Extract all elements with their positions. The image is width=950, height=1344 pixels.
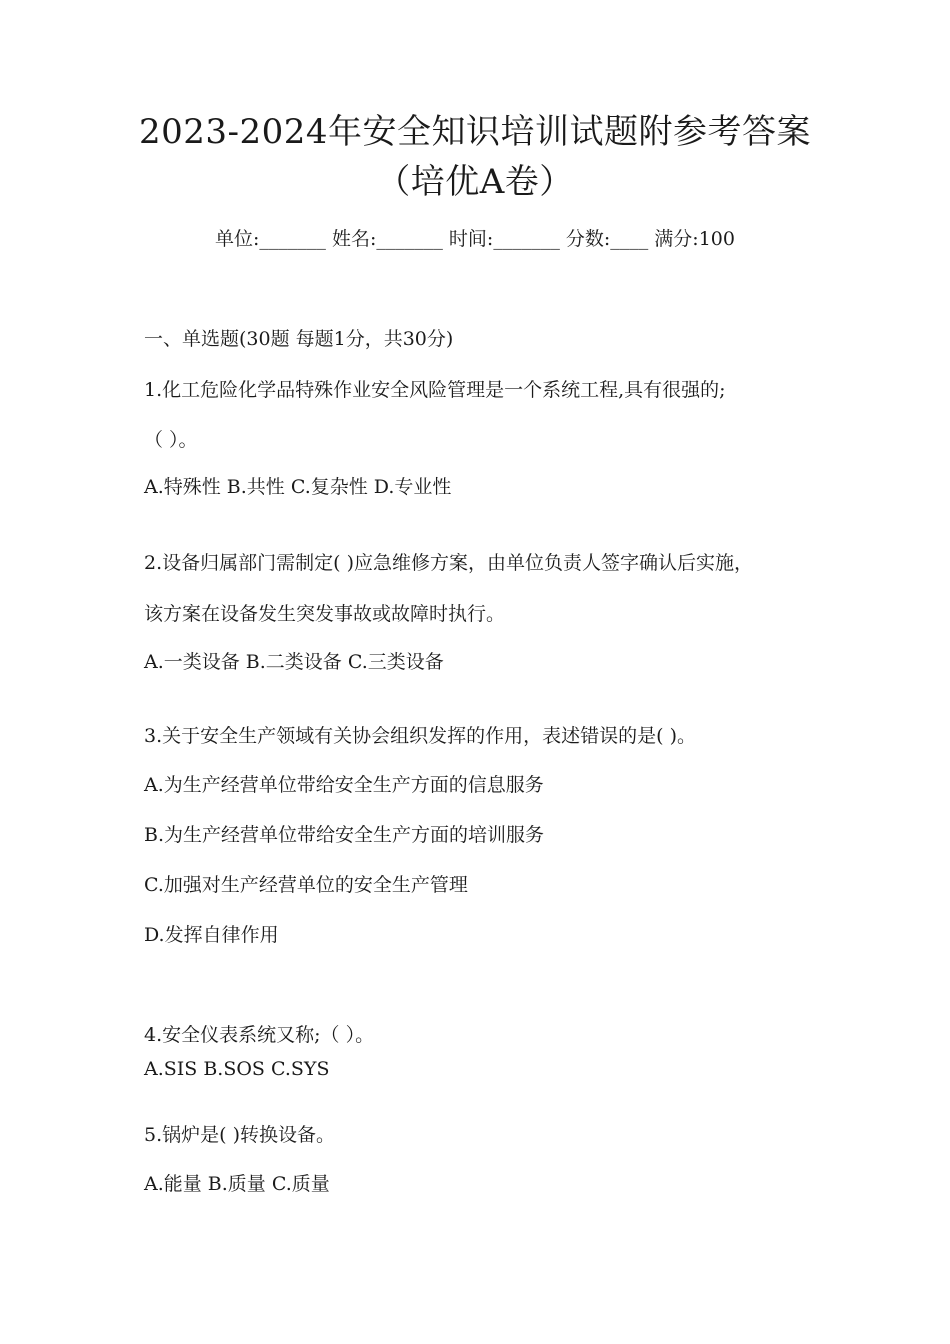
question-4-options: A.SIS B.SOS C.SYS bbox=[144, 1058, 330, 1080]
section-heading: 一、单选题(30题 每题1分，共30分) bbox=[144, 328, 454, 350]
question-5-options: A.能量 B.质量 C.质量 bbox=[144, 1173, 330, 1195]
question-1-options: A.特殊性 B.共性 C.复杂性 D.专业性 bbox=[144, 476, 452, 498]
question-1-stem-line2: （ ）。 bbox=[144, 429, 198, 451]
exam-info-line: 单位:_______ 姓名:_______ 时间:_______ 分数:____ 满分:100 bbox=[215, 228, 735, 250]
question-2-options: A.一类设备 B.二类设备 C.三类设备 bbox=[144, 651, 444, 673]
question-4-stem: 4.安全仪表系统又称;（ ）。 bbox=[144, 1024, 375, 1046]
question-3-option-c: C.加强对生产经营单位的安全生产管理 bbox=[144, 874, 468, 896]
document-title-line2: （培优A卷） bbox=[376, 162, 574, 202]
document-title-line1: 2023-2024年安全知识培训试题附参考答案 bbox=[138, 112, 812, 152]
question-3-option-b: B.为生产经营单位带给安全生产方面的培训服务 bbox=[144, 824, 545, 846]
question-2-stem-line1: 2.设备归属部门需制定( )应急维修方案，由单位负责人签字确认后实施， bbox=[144, 552, 753, 574]
question-3-option-a: A.为生产经营单位带给安全生产方面的信息服务 bbox=[144, 774, 544, 796]
question-3-stem: 3.关于安全生产领域有关协会组织发挥的作用，表述错误的是( )。 bbox=[144, 725, 696, 747]
question-2-stem-line2: 该方案在设备发生突发事故或故障时执行。 bbox=[144, 603, 506, 625]
question-3-option-d: D.发挥自律作用 bbox=[144, 924, 279, 946]
question-5-stem: 5.锅炉是( )转换设备。 bbox=[144, 1124, 335, 1146]
question-1-stem-line1: 1.化工危险化学品特殊作业安全风险管理是一个系统工程,具有很强的; bbox=[144, 379, 726, 401]
